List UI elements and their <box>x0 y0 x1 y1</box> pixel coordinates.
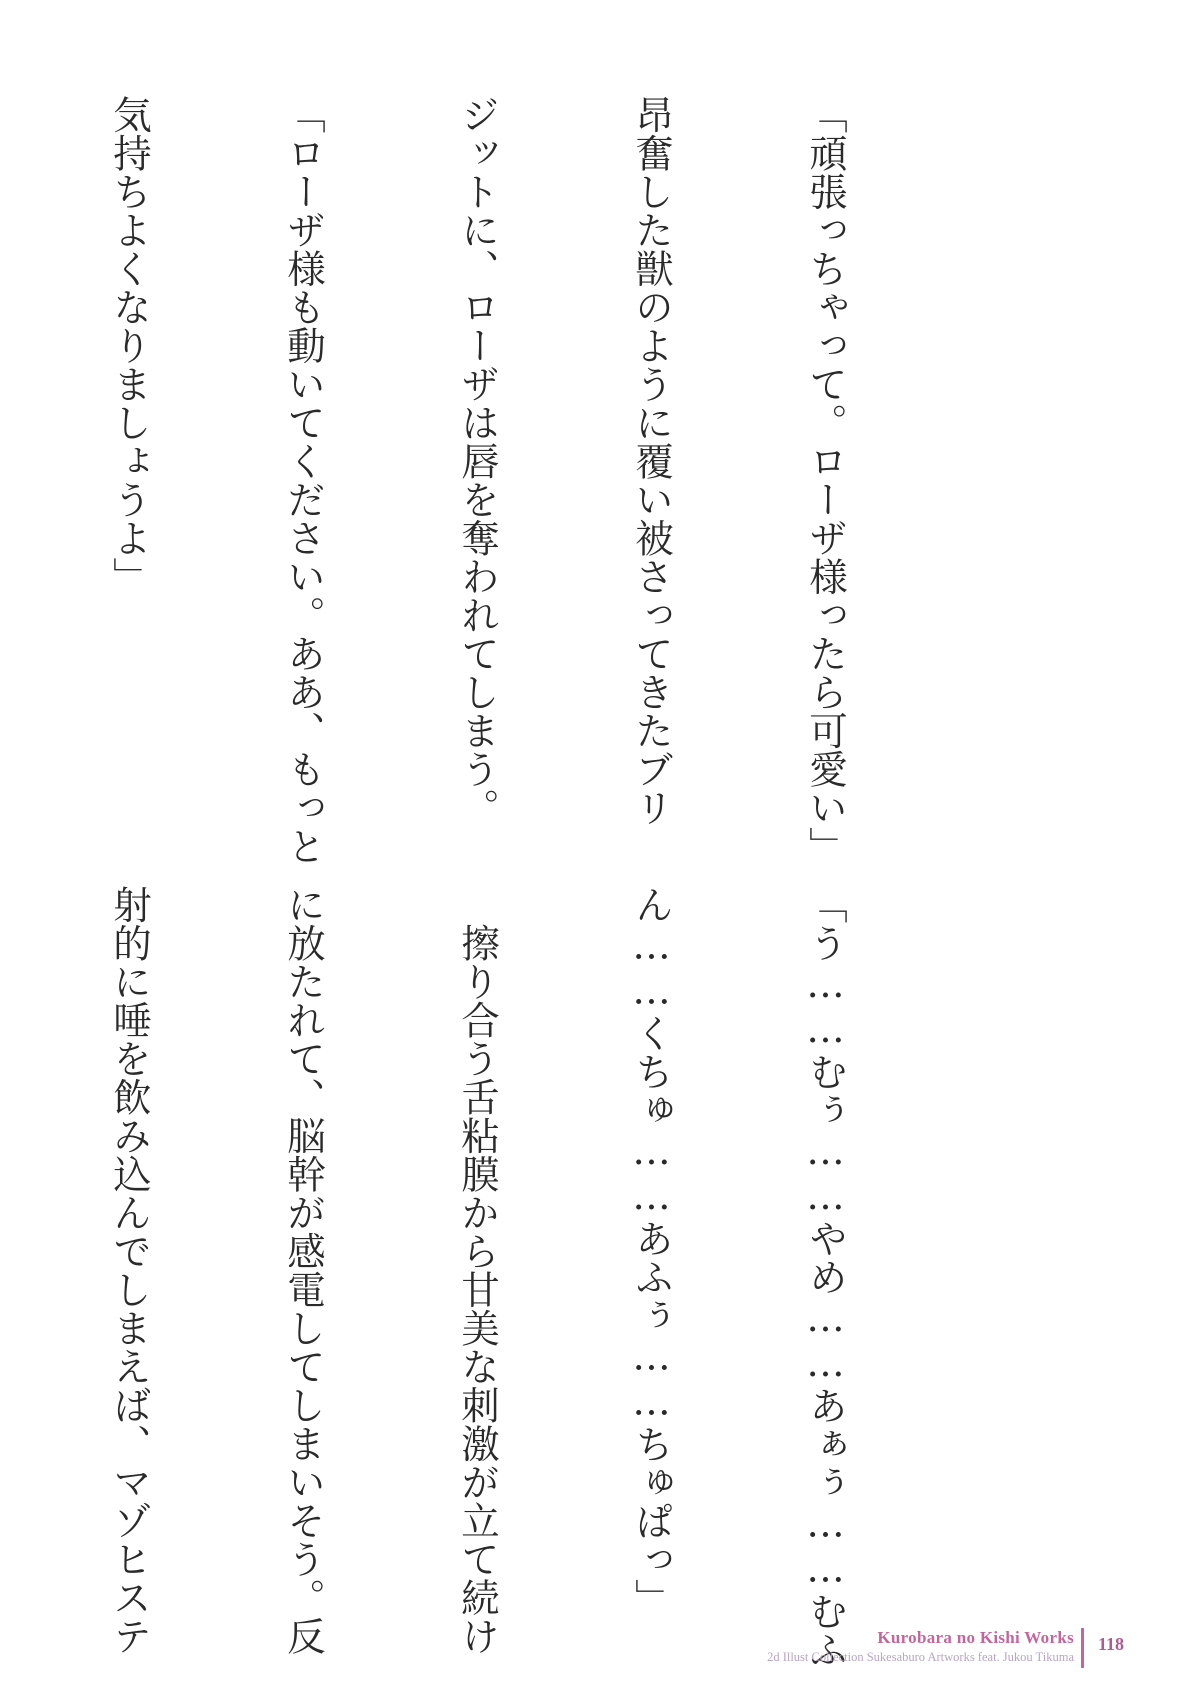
text-line: ジットに、ローザは唇を奪われてしまう。 <box>455 95 500 827</box>
footer-title: Kurobara no Kishi Works <box>877 1628 1074 1647</box>
text-column-upper <box>0 95 970 865</box>
text-line: 「頑張っちゃって。ローザ様ったら可愛い」 <box>803 95 848 865</box>
text-line: 射的に唾を飲み込んでしまえば、マゾヒステ <box>107 885 152 1655</box>
footer-divider <box>1081 1628 1084 1668</box>
text-line: 「う……むぅ……やめ……あぁぅ……むふ <box>803 885 848 1669</box>
page-number: 118 <box>1097 1634 1124 1654</box>
footer-subtitle: 2d Illust Collection Sukesaburo Artworks feat. Jukou Tikuma <box>767 1650 1074 1664</box>
text-line: ん……くちゅ……あふぅ……ちゅぱっ」 <box>629 885 674 1617</box>
text-line: 昂奮した獣のように覆い被さってきたブリ <box>629 95 674 827</box>
text-line: 擦り合う舌粘膜から甘美な刺激が立て続け <box>455 885 500 1655</box>
page-footer <box>742 1628 1142 1676</box>
text-line: 気持ちよくなりましょうよ」 <box>107 95 152 596</box>
text-line: 「ローザ様も動いてください。ああ、もっと <box>281 95 326 865</box>
text-line: に放たれて、脳幹が感電してしまいそう。反 <box>281 885 326 1655</box>
